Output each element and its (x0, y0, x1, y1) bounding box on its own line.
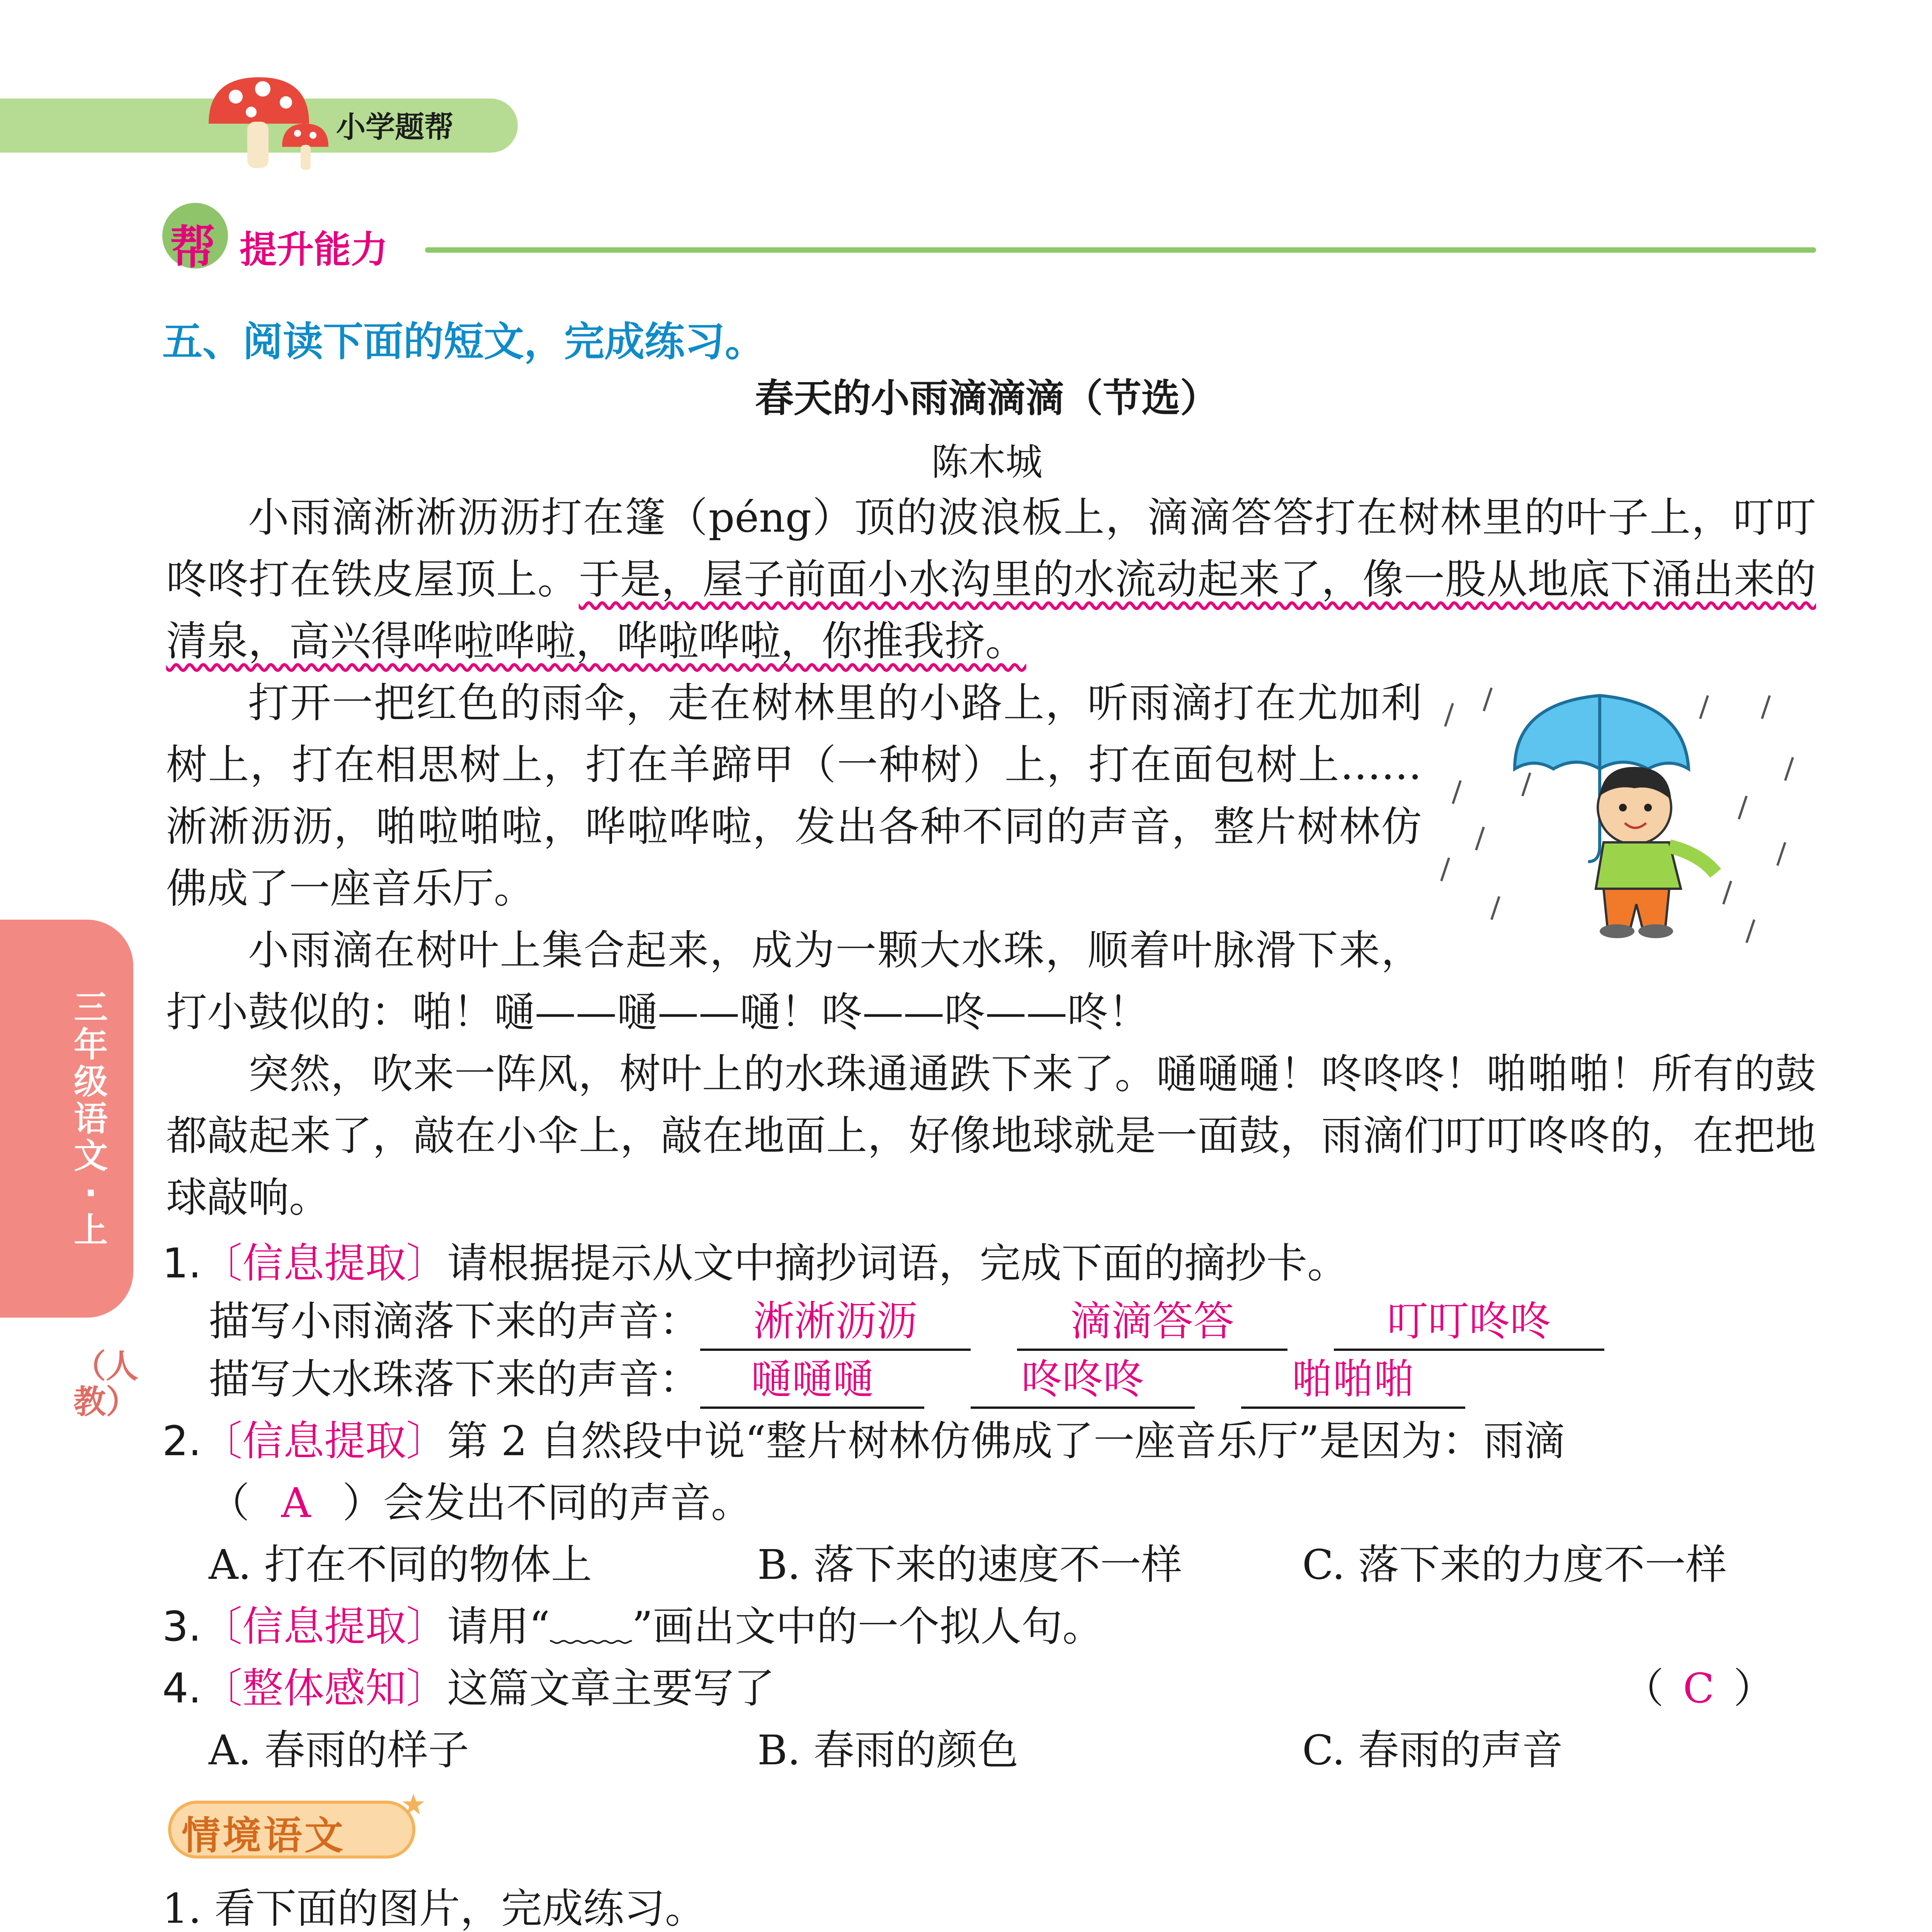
q3-tag: 〔信息提取〕 (201, 1603, 447, 1650)
q4-text: 这篇文章主要写了 (447, 1665, 775, 1712)
paragraph-2 (166, 672, 1422, 920)
paragraph-3 (166, 920, 1422, 1043)
q1-row2-answer-3: 啪啪啪 (1241, 1352, 1465, 1409)
q2-text-a: 第 2 自然段中说“整片树林仿佛成了一座音乐厅”是因为：雨滴 (447, 1417, 1565, 1465)
paragraph-1 (166, 487, 1816, 672)
q2-line-2 (209, 1476, 752, 1530)
q1-row2-answer-2: 咚咚咚 (971, 1352, 1195, 1409)
q4-line (162, 1662, 775, 1716)
q1-number: 1. (162, 1240, 202, 1287)
q1-row2-label: 描写大水珠落下来的声音： (209, 1355, 700, 1403)
paragraph-4 (166, 1043, 1816, 1229)
q1-row1-answer-1: 淅淅沥沥 (700, 1294, 971, 1351)
boy-umbrella-illustration (1437, 680, 1808, 943)
q3-text-b: ”画出文中的一个拟人句。 (632, 1603, 1104, 1650)
q2-answer: A (281, 1479, 311, 1527)
q4-answer-box (1623, 1662, 1774, 1716)
q2-paren-open: （ (209, 1479, 250, 1527)
passage-author: 陈木城 (931, 440, 1043, 484)
passage-title: 春天的小雨滴滴滴（节选） (755, 376, 1219, 421)
section-divider (425, 247, 1816, 253)
q4-paren-open: （ (1623, 1665, 1664, 1712)
site-name: 小学题帮 (336, 110, 454, 144)
q1-tag: 〔信息提取〕 (201, 1240, 447, 1287)
q1-row1-answer-2: 滴滴答答 (1017, 1294, 1287, 1351)
q4-option-c: C. 春雨的声音 (1302, 1726, 1563, 1774)
q4-option-a: A. 春雨的样子 (209, 1726, 469, 1774)
q1-text: 请根据提示从文中摘抄词语，完成下面的摘抄卡。 (447, 1240, 1349, 1287)
q4-number: 4. (162, 1665, 202, 1712)
q1-row2 (209, 1352, 1465, 1409)
q3-number: 3. (162, 1603, 202, 1650)
q1-row1-label: 描写小雨滴落下来的声音： (209, 1298, 700, 1345)
q2-number: 2. (162, 1417, 202, 1465)
personification-sentence: 于是，屋子前面小水沟里的水流动起来了，像一股从地底下涌出来的清泉，高兴得哗啦哗啦，哗啦哗啦，你推我挤。 (166, 556, 1816, 665)
q1-line (162, 1236, 1348, 1291)
context-q1: 1. 看下面的图片，完成练习。 (162, 1885, 706, 1932)
question-title: 五、阅读下面的短文，完成练习。 (162, 318, 765, 365)
wavy-line-icon: ﹏﹏ (550, 1603, 632, 1650)
paragraph-1-part-a: 小雨滴淅淅沥沥打在篷（péng）顶的波浪板上，滴滴答答打在树林里的叶子上，叮叮咚咚打在铁皮屋顶上。 (166, 494, 1816, 603)
paragraph-3-text: 小雨滴在树叶上集合起来，成为一颗大水珠，顺着叶脉滑下来，打小鼓似的：啪！嗵——嗵——嗵！咚——咚——咚！ (166, 927, 1422, 1036)
q4-paren-close: ） (1733, 1665, 1774, 1712)
side-tab-edition: （人教） (73, 1347, 139, 1421)
q2-line (162, 1414, 1565, 1468)
context-label: 情境语文 (182, 1813, 345, 1858)
side-tab (0, 920, 133, 1318)
q1-row1 (209, 1294, 1604, 1351)
q1-row1-answer-3: 叮叮咚咚 (1334, 1294, 1604, 1351)
section-title: 提升能力 (240, 228, 388, 271)
q2-option-b: B. 落下来的速度不一样 (757, 1541, 1182, 1588)
mushroom-icon (201, 70, 332, 178)
star-icon (402, 1793, 425, 1816)
q2-text-b: ）会发出不同的声音。 (342, 1479, 752, 1527)
q4-answer: C (1683, 1665, 1714, 1712)
q2-tag: 〔信息提取〕 (201, 1417, 447, 1465)
q1-row2-answer-1: 嗵嗵嗵 (700, 1352, 924, 1409)
q2-option-a: A. 打在不同的物体上 (209, 1541, 592, 1588)
section-badge-char: 帮 (170, 221, 216, 274)
side-tab-grade: 三年级语文·上 (73, 988, 108, 1250)
paragraph-2-text: 打开一把红色的雨伞，走在树林里的小路上，听雨滴打在尤加利树上，打在相思树上，打在羊蹄甲（一种树）上，打在面包树上……淅淅沥沥，啪啦啪啦，哗啦哗啦，发出各种不同的声音，整片树林仿佛成了一座音乐厅。 (166, 679, 1422, 912)
q3-line (162, 1600, 1104, 1654)
q2-option-c: C. 落下来的力度不一样 (1302, 1541, 1727, 1588)
q4-tag: 〔整体感知〕 (201, 1665, 447, 1712)
q4-option-b: B. 春雨的颜色 (757, 1726, 1019, 1774)
q3-text-a: 请用“ (447, 1603, 550, 1650)
paragraph-4-text: 突然，吹来一阵风，树叶上的水珠通通跌下来了。嗵嗵嗵！咚咚咚！啪啪啪！所有的鼓都敲起来了，敲在小伞上，敲在地面上，好像地球就是一面鼓，雨滴们叮叮咚咚的，在把地球敲响。 (166, 1050, 1816, 1221)
